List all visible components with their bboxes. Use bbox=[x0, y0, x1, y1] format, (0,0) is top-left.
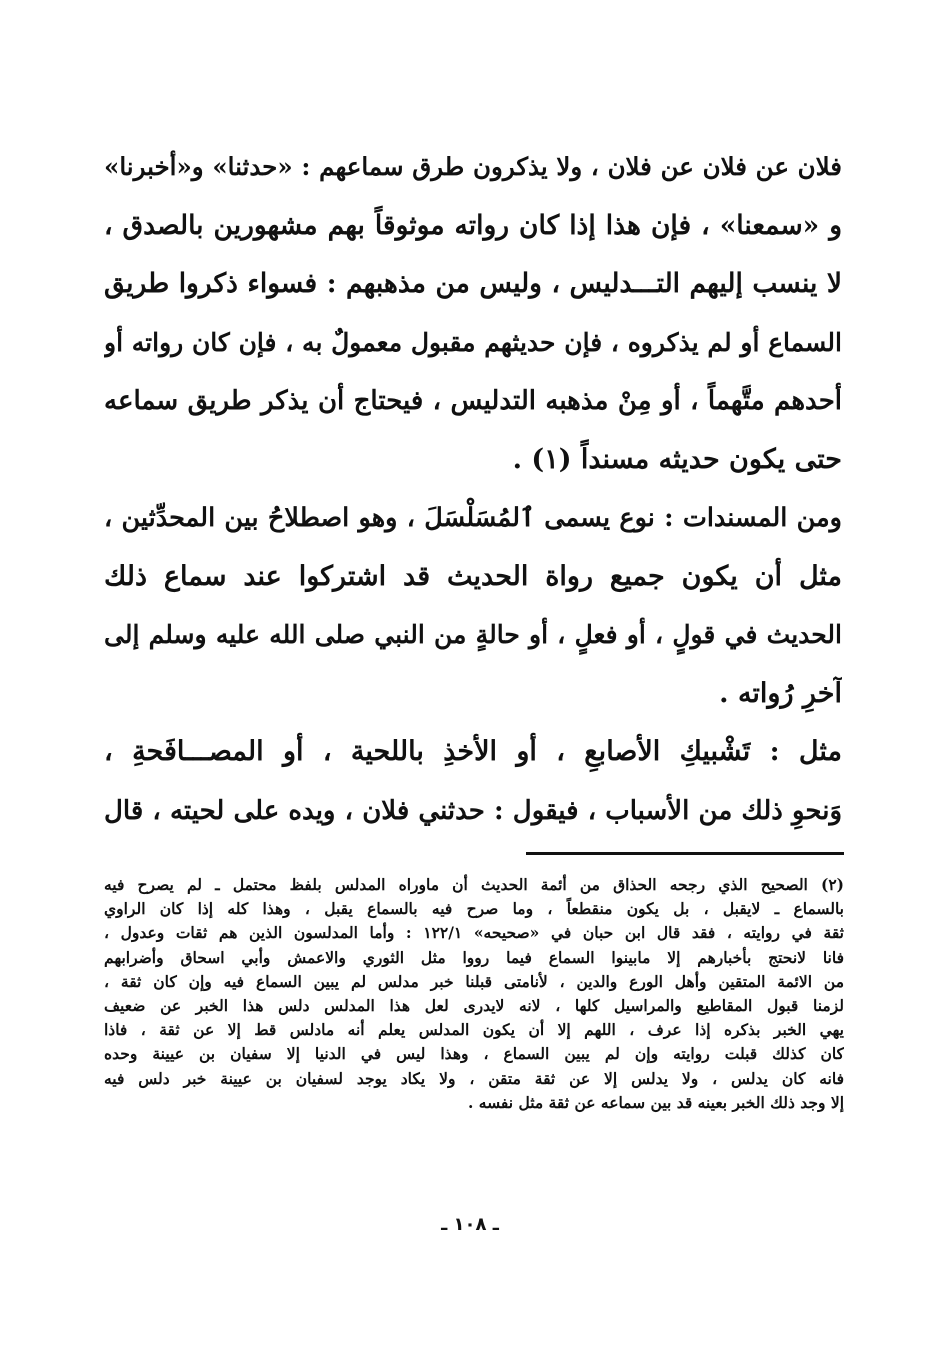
main-text-line: ومن المسندات : نوع يسمى ٱلمُسَلْسَلَ ، وهو اصطلاحُ بين المحدِّثين ، bbox=[104, 503, 842, 533]
main-text-line: فلان عن فلان عن فلان ، ولا يذكرون طرق سماعهم : «حدثنا» و«أخبرنا» bbox=[104, 152, 842, 181]
main-text-line: آخرِ رُواته . bbox=[719, 677, 842, 709]
footnote-line: كان كذلك قبلت روايته وإن لم يبين السماع ، وهذا ليس في الدنيا إلا سفيان بن عيينة وحده bbox=[104, 1044, 844, 1064]
footnote-divider bbox=[526, 852, 844, 855]
main-text-line: و «سمعنا» ، فإن هذا إذا كان رواته موثوقاً بهم مشهورين بالصدق ، bbox=[104, 209, 842, 241]
main-text-line: أحدهم متَّهماً ، أو مِنْ مذهبه التدليس ، فيحتاج أن يذكر طريق سماعه bbox=[104, 386, 842, 416]
footnotes-block bbox=[104, 873, 844, 1115]
main-text-block bbox=[104, 138, 842, 840]
footnote-line: من الائمة المتقين وأهل الورع والدين ، لأنامتى قبلنا خبر مدلس لم يبين السماع فيه وإن كان ثقة ، bbox=[104, 971, 844, 991]
main-text-line: حتى يكون حديثه مسنداً (١) . bbox=[512, 443, 842, 475]
footnote-line: فانه كان يدلس ، ولا يدلس إلا عن ثقة متقن ، ولا يكاد يوجد لسفيان بن عيينة خبر دلس فيه bbox=[104, 1068, 844, 1088]
footnote-line: فانا لانحتج بأخبارهم إلا مابينوا السماع فيما رووا مثل الثوري والاعمش وأبي اسحاق وأضرابهم bbox=[104, 947, 844, 967]
main-text-line: لا ينسب إليهم التـــدليس ، وليس من مذهبهم : فسواء ذكروا طريق bbox=[104, 268, 842, 299]
main-text-line: الحديث في قولٍ ، أو فعلٍ ، أو حالةٍ من النبي صلى الله عليه وسلم إلى bbox=[104, 620, 842, 649]
footnote-line: يهي الخبر بذكره إذا عرف ، اللهم إلا أن يكون المدلس يعلم أنه مادلس قط إلا عن ثقة ، فاذا bbox=[104, 1020, 844, 1040]
footnote-line: إلا وجد ذلك الخبر بعينه قد بين سماعه عن ثقة مثل نفسه . bbox=[468, 1092, 844, 1112]
footnote-line: (٢) الصحيح الذي رجحه الحذاق من أئمة الحديث أن ماوراه المدلس بلفظ محتمل ـ لم يصرح فيه bbox=[104, 875, 844, 894]
footnote-line: لزمنا قبول المقاطيع والمراسيل كلها ، لانه لايدرى لعل هذا المدلس دلس هذا الخبر عن ضعيف bbox=[104, 995, 844, 1015]
footnote-line: ثقة في روايته ، فقد قال ابن حبان في «صحيحه» ١٢٢/١ : وأما المدلسون الذين هم ثقات وعدول ، bbox=[104, 923, 844, 943]
footnote-line: بالسماع ـ لايقبل ، بل يكون منقطعاً ، وما صرح فيه بالسماع يقبل ، وهذا كله إذا كان الراوي bbox=[104, 899, 844, 919]
page-number: ـ ١٠٨ ـ bbox=[441, 1214, 499, 1235]
main-text-line: السماع أو لم يذكروه ، فإن حديثهم مقبول معمولٌ به ، فإن كان رواته أو bbox=[104, 327, 842, 357]
main-text-line: مثل : تَشْبيكِ الأصابعِ ، أو الأخذِ باللحية ، أو المصـــافَحةِ ، bbox=[104, 736, 842, 767]
main-text-line: مثل أن يكون جميع رواة الحديث قد اشتركوا عند سماع ذلك bbox=[104, 560, 842, 592]
main-text-line: وَنحوِ ذلك من الأسباب ، فيقول : حدثني فلان ، ويده على لحيته ، قال bbox=[104, 795, 842, 826]
